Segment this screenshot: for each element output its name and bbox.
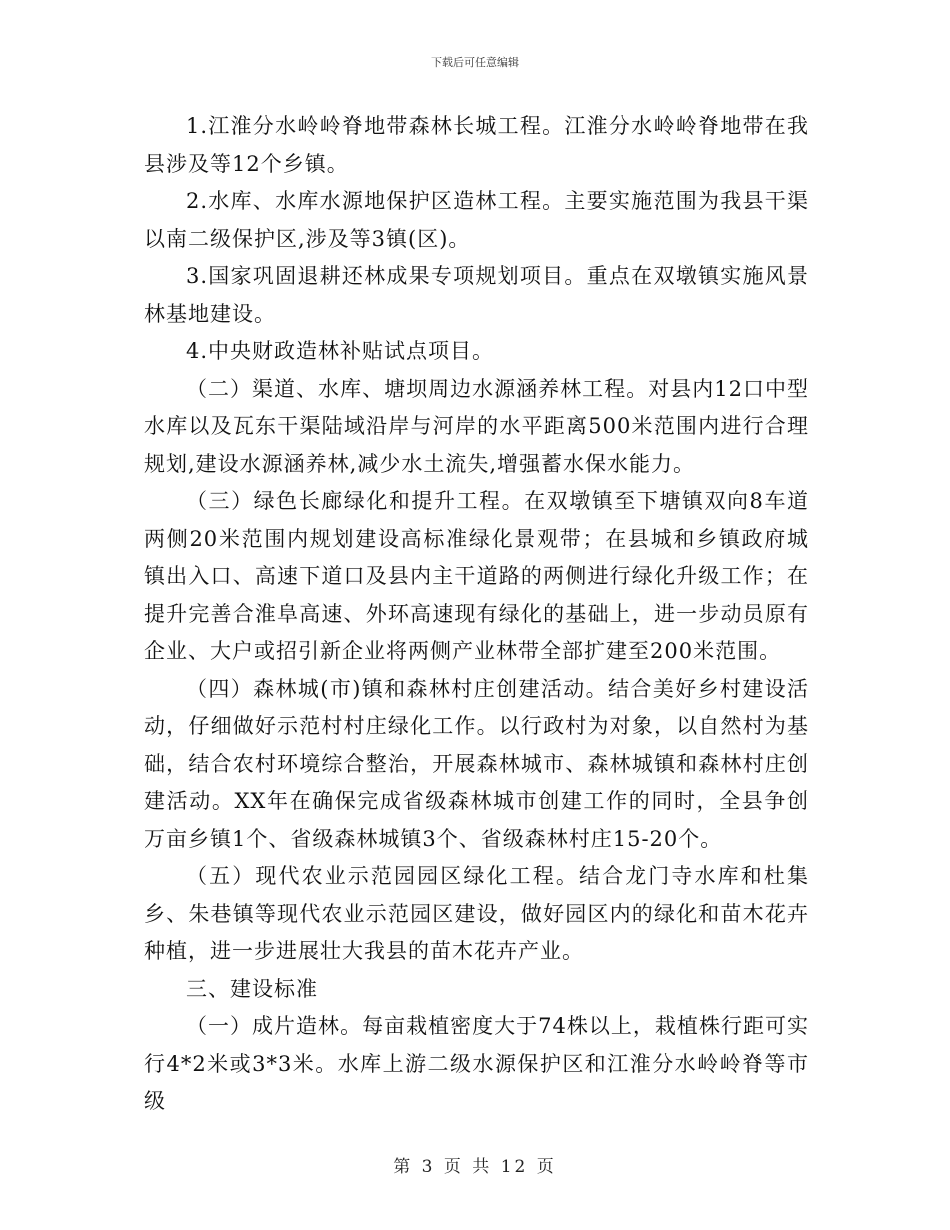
paragraph-item-3: 3.国家巩固退耕还林成果专项规划项目。重点在双墩镇实施风景林基地建设。	[144, 264, 809, 326]
paragraph-item-4: 4.中央财政造林补贴试点项目。	[186, 339, 495, 363]
page-header: 下载后可任意编辑	[431, 56, 519, 69]
paragraph-section-4: （四）森林城(市)镇和森林村庄创建活动。结合美好乡村建设活动，仔细做好示范村村庄绿化工作。以行政村为对象，以自然村为基础，结合农村环境综合整治，开展森林城市、森林城镇和森林村庄创建活动。XX年在确保完成省级森林城市创建工作的同时，全县争创万亩乡镇1个、省级森林城镇3个、省级森林村庄15-20个。	[144, 676, 809, 851]
section-heading: 三、建设标准	[186, 976, 318, 1001]
paragraph-standard-1: （一）成片造林。每亩栽植密度大于74株以上，栽植株行距可实行4*2米或3*3米。水库上游二级水源保护区和江淮分水岭岭脊等市级	[144, 1014, 809, 1113]
paragraph-item-2: 2.水库、水库水源地保护区造林工程。主要实施范围为我县干渠以南二级保护区,涉及等3镇(区)。	[144, 189, 809, 251]
document-body	[144, 108, 809, 1121]
paragraph-item-1: 1.江淮分水岭岭脊地带森林长城工程。江淮分水岭岭脊地带在我县涉及等12个乡镇。	[144, 114, 809, 176]
paragraph-section-5: （五）现代农业示范园园区绿化工程。结合龙门寺水库和杜集乡、朱巷镇等现代农业示范园区建设，做好园区内的绿化和苗木花卉种植，进一步进展壮大我县的苗木花卉产业。	[144, 864, 809, 963]
paragraph-section-2: （二）渠道、水库、塘坝周边水源涵养林工程。对县内12口中型水库以及瓦东干渠陆域沿岸与河岸的水平距离500米范围内进行合理规划,建设水源涵养林,减少水土流失,增强蓄水保水能力。	[144, 376, 809, 476]
paragraph-section-3: （三）绿色长廊绿化和提升工程。在双墩镇至下塘镇双向8车道两侧20米范围内规划建设高标准绿化景观带；在县城和乡镇政府城镇出入口、高速下道口及县内主干道路的两侧进行绿化升级工作；在提升完善合淮阜高速、外环高速现有绿化的基础上，进一步动员原有企业、大户或招引新企业将两侧产业林带全部扩建至200米范围。	[144, 489, 809, 663]
page-number: 第 3 页 共 12 页	[393, 1157, 557, 1177]
